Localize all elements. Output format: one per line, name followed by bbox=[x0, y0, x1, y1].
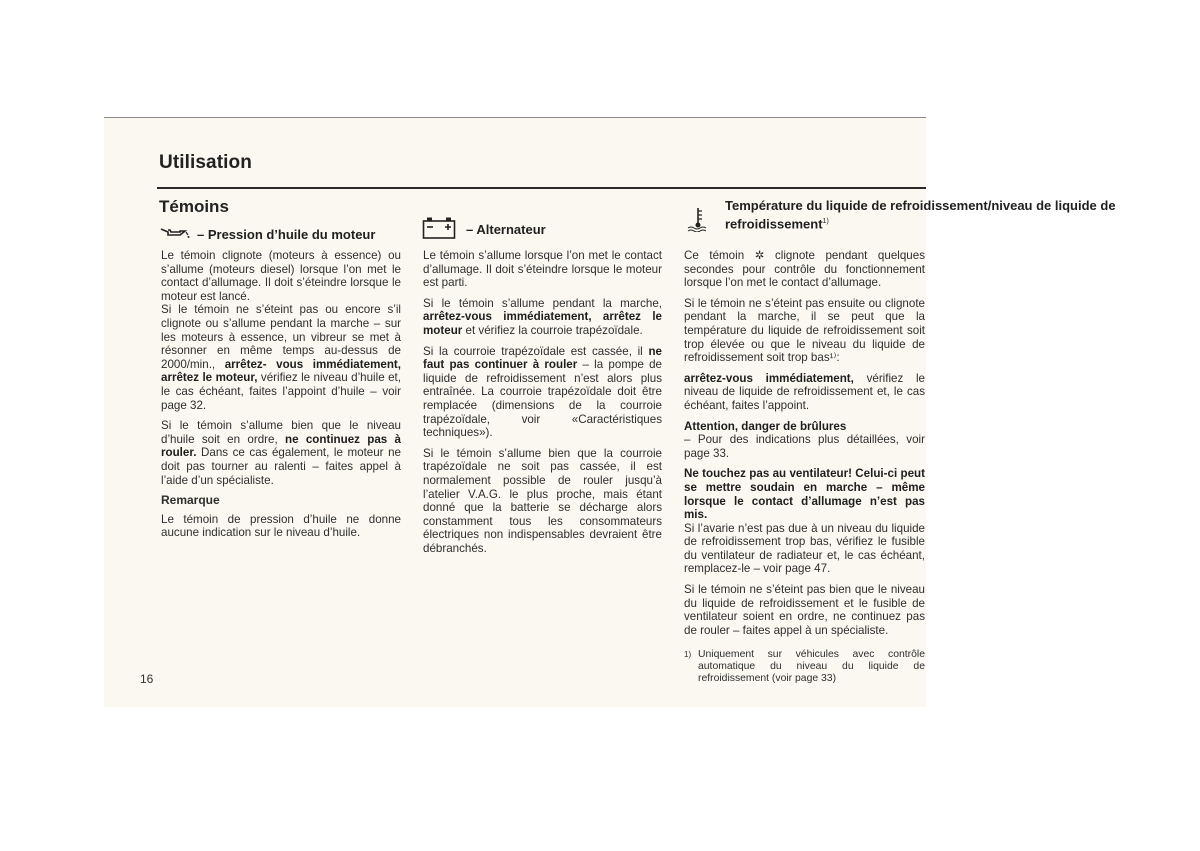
footnote-text: Uniquement sur véhicules avec contrôle automatique du niveau du liquide de refroidissement (voir page 33) bbox=[698, 649, 925, 685]
paragraph: Le témoin clignote (moteurs à essence) ou s’allume (moteurs diesel) lorsque l’on met le contact d’allumage. Il doit s’éteindre lorsque le moteur est lancé. bbox=[161, 249, 401, 303]
column-oil-pressure bbox=[161, 249, 401, 547]
text: vérifiez le niveau d’huile et, le cas échéant, faites l’appoint d’huile – voir page 32. bbox=[161, 371, 401, 412]
column-alternator bbox=[423, 249, 662, 562]
paragraph bbox=[684, 372, 925, 413]
text: Si le témoin ne s’éteint pas ou encore s’il clignote ou s’allume pendant la marche – sur les moteurs à essence, un vibreur se met à résonner en même temps au-dessus de 2000/min., bbox=[161, 303, 401, 371]
paragraph bbox=[161, 303, 401, 412]
paragraph bbox=[161, 419, 401, 487]
footnote bbox=[684, 649, 925, 685]
coolant-heading-text bbox=[725, 198, 1200, 232]
bold-text: arrêtez-vous immédiatement, arrêtez le moteur bbox=[423, 310, 662, 337]
battery-icon bbox=[422, 216, 456, 243]
paragraph: Si le témoin ne s’éteint pas ensuite ou clignote pendant la marche, il se peut que la température du liquide de refroidissement soit trop élevée ou que le niveau du liquide de refroidissement soit trop bas¹⁾: bbox=[684, 296, 925, 365]
section-title: Témoins bbox=[159, 197, 229, 216]
paragraph: Si l’avarie n’est pas due à un niveau du liquide de refroidissement trop bas, vérifiez le fusible du ventilateur de radiateur et, le cas échéant, remplacez-le – voir page 47. bbox=[684, 521, 925, 576]
warning-text: – Pour des indications plus détaillées, voir page 33. bbox=[684, 433, 925, 460]
text: Dans ce cas également, le moteur ne doit pas tourner au ralenti – faites appel à l’aide d’un spécialiste. bbox=[161, 446, 401, 487]
bold-text: arrêtez-vous immédiatement, bbox=[684, 371, 854, 385]
bold-text: ne continuez pas à rouler. bbox=[161, 432, 401, 460]
paragraph: Si le témoin ne s’éteint pas bien que le niveau du liquide de refroidissement et le fusible de ventilateur soient en ordre, ne continuez pas de rouler – faites appel à un spécialiste. bbox=[684, 583, 925, 637]
text: – la pompe de liquide de refroidissement n’est alors plus entraînée. La courroie trapézoïdale doit être remplacée (dimensions de la courroie trapézoïdale, voir «Caractéristiques techniques»). bbox=[423, 358, 662, 440]
coolant-heading bbox=[683, 198, 1200, 235]
oil-pressure-heading-text: – Pression d’huile du moteur bbox=[197, 227, 376, 242]
coolant-thermometer-icon bbox=[687, 206, 709, 235]
text: vérifiez le niveau de liquide de refroidissement et, le cas échéant, faites l’appoint. bbox=[684, 371, 925, 412]
bold-text: arrêtez- vous immédiatement, arrêtez le moteur, bbox=[161, 357, 401, 385]
remark-text: Le témoin de pression d’huile ne donne aucune indication sur le niveau d’huile. bbox=[161, 512, 401, 540]
alternator-heading bbox=[422, 216, 546, 243]
oil-pressure-heading bbox=[159, 226, 375, 243]
bold-text: Attention, danger de brûlures bbox=[684, 419, 847, 433]
page-title: Utilisation bbox=[159, 152, 252, 173]
remark-title: Remarque bbox=[161, 493, 220, 508]
text: Si le témoin s’allume bien que le niveau d’huile soit en ordre, bbox=[161, 419, 401, 446]
coolant-heading-label: Température du liquide de refroidissement/niveau de liquide de refroidissement bbox=[725, 198, 1116, 232]
paragraph bbox=[423, 345, 662, 440]
text: Si la courroie trapézoïdale est cassée, il bbox=[423, 344, 643, 358]
warning-title bbox=[684, 420, 925, 434]
alternator-heading-text: – Alternateur bbox=[466, 222, 546, 237]
text: Ce témoin bbox=[684, 249, 745, 262]
title-divider bbox=[157, 187, 926, 189]
paragraph bbox=[684, 249, 925, 290]
paragraph: Si le témoin s’allume bien que la courroie trapézoïdale ne soit pas cassée, il est normalement possible de rouler jusqu’à l’atelier V.A.G. le plus proche, mais étant donné que la batterie se décharge alors constamment tous les consommateurs électriques non indispensables devraient être débranchés. bbox=[423, 446, 662, 555]
oil-can-icon bbox=[159, 226, 191, 243]
bold-text: ne faut pas continuer à rouler bbox=[423, 344, 662, 372]
page-number: 16 bbox=[140, 672, 154, 686]
text: Si le témoin s’allume pendant la marche, bbox=[423, 296, 662, 310]
text: et vérifiez la courroie trapézoïdale. bbox=[465, 323, 643, 337]
page-top-edge bbox=[104, 117, 926, 118]
paragraph bbox=[684, 467, 925, 521]
footnote-ref: 1) bbox=[822, 218, 829, 225]
coolant-symbol-icon: ✲ bbox=[754, 249, 765, 262]
text: clignote pendant quelques secondes pour contrôle du fonctionnement lorsque l’on met le contact d’allumage. bbox=[684, 249, 925, 290]
paragraph bbox=[423, 297, 662, 338]
footnote-mark: 1) bbox=[684, 650, 692, 660]
column-coolant bbox=[684, 249, 925, 685]
paragraph: Le témoin s’allume lorsque l’on met le contact d’allumage. Il doit s’éteindre lorsque le moteur est parti. bbox=[423, 249, 662, 290]
bold-text: Ne touchez pas au ventilateur! Celui-ci peut se mettre soudain en marche – même lorsque le contact d’allumage n’est pas mis. bbox=[684, 467, 925, 522]
